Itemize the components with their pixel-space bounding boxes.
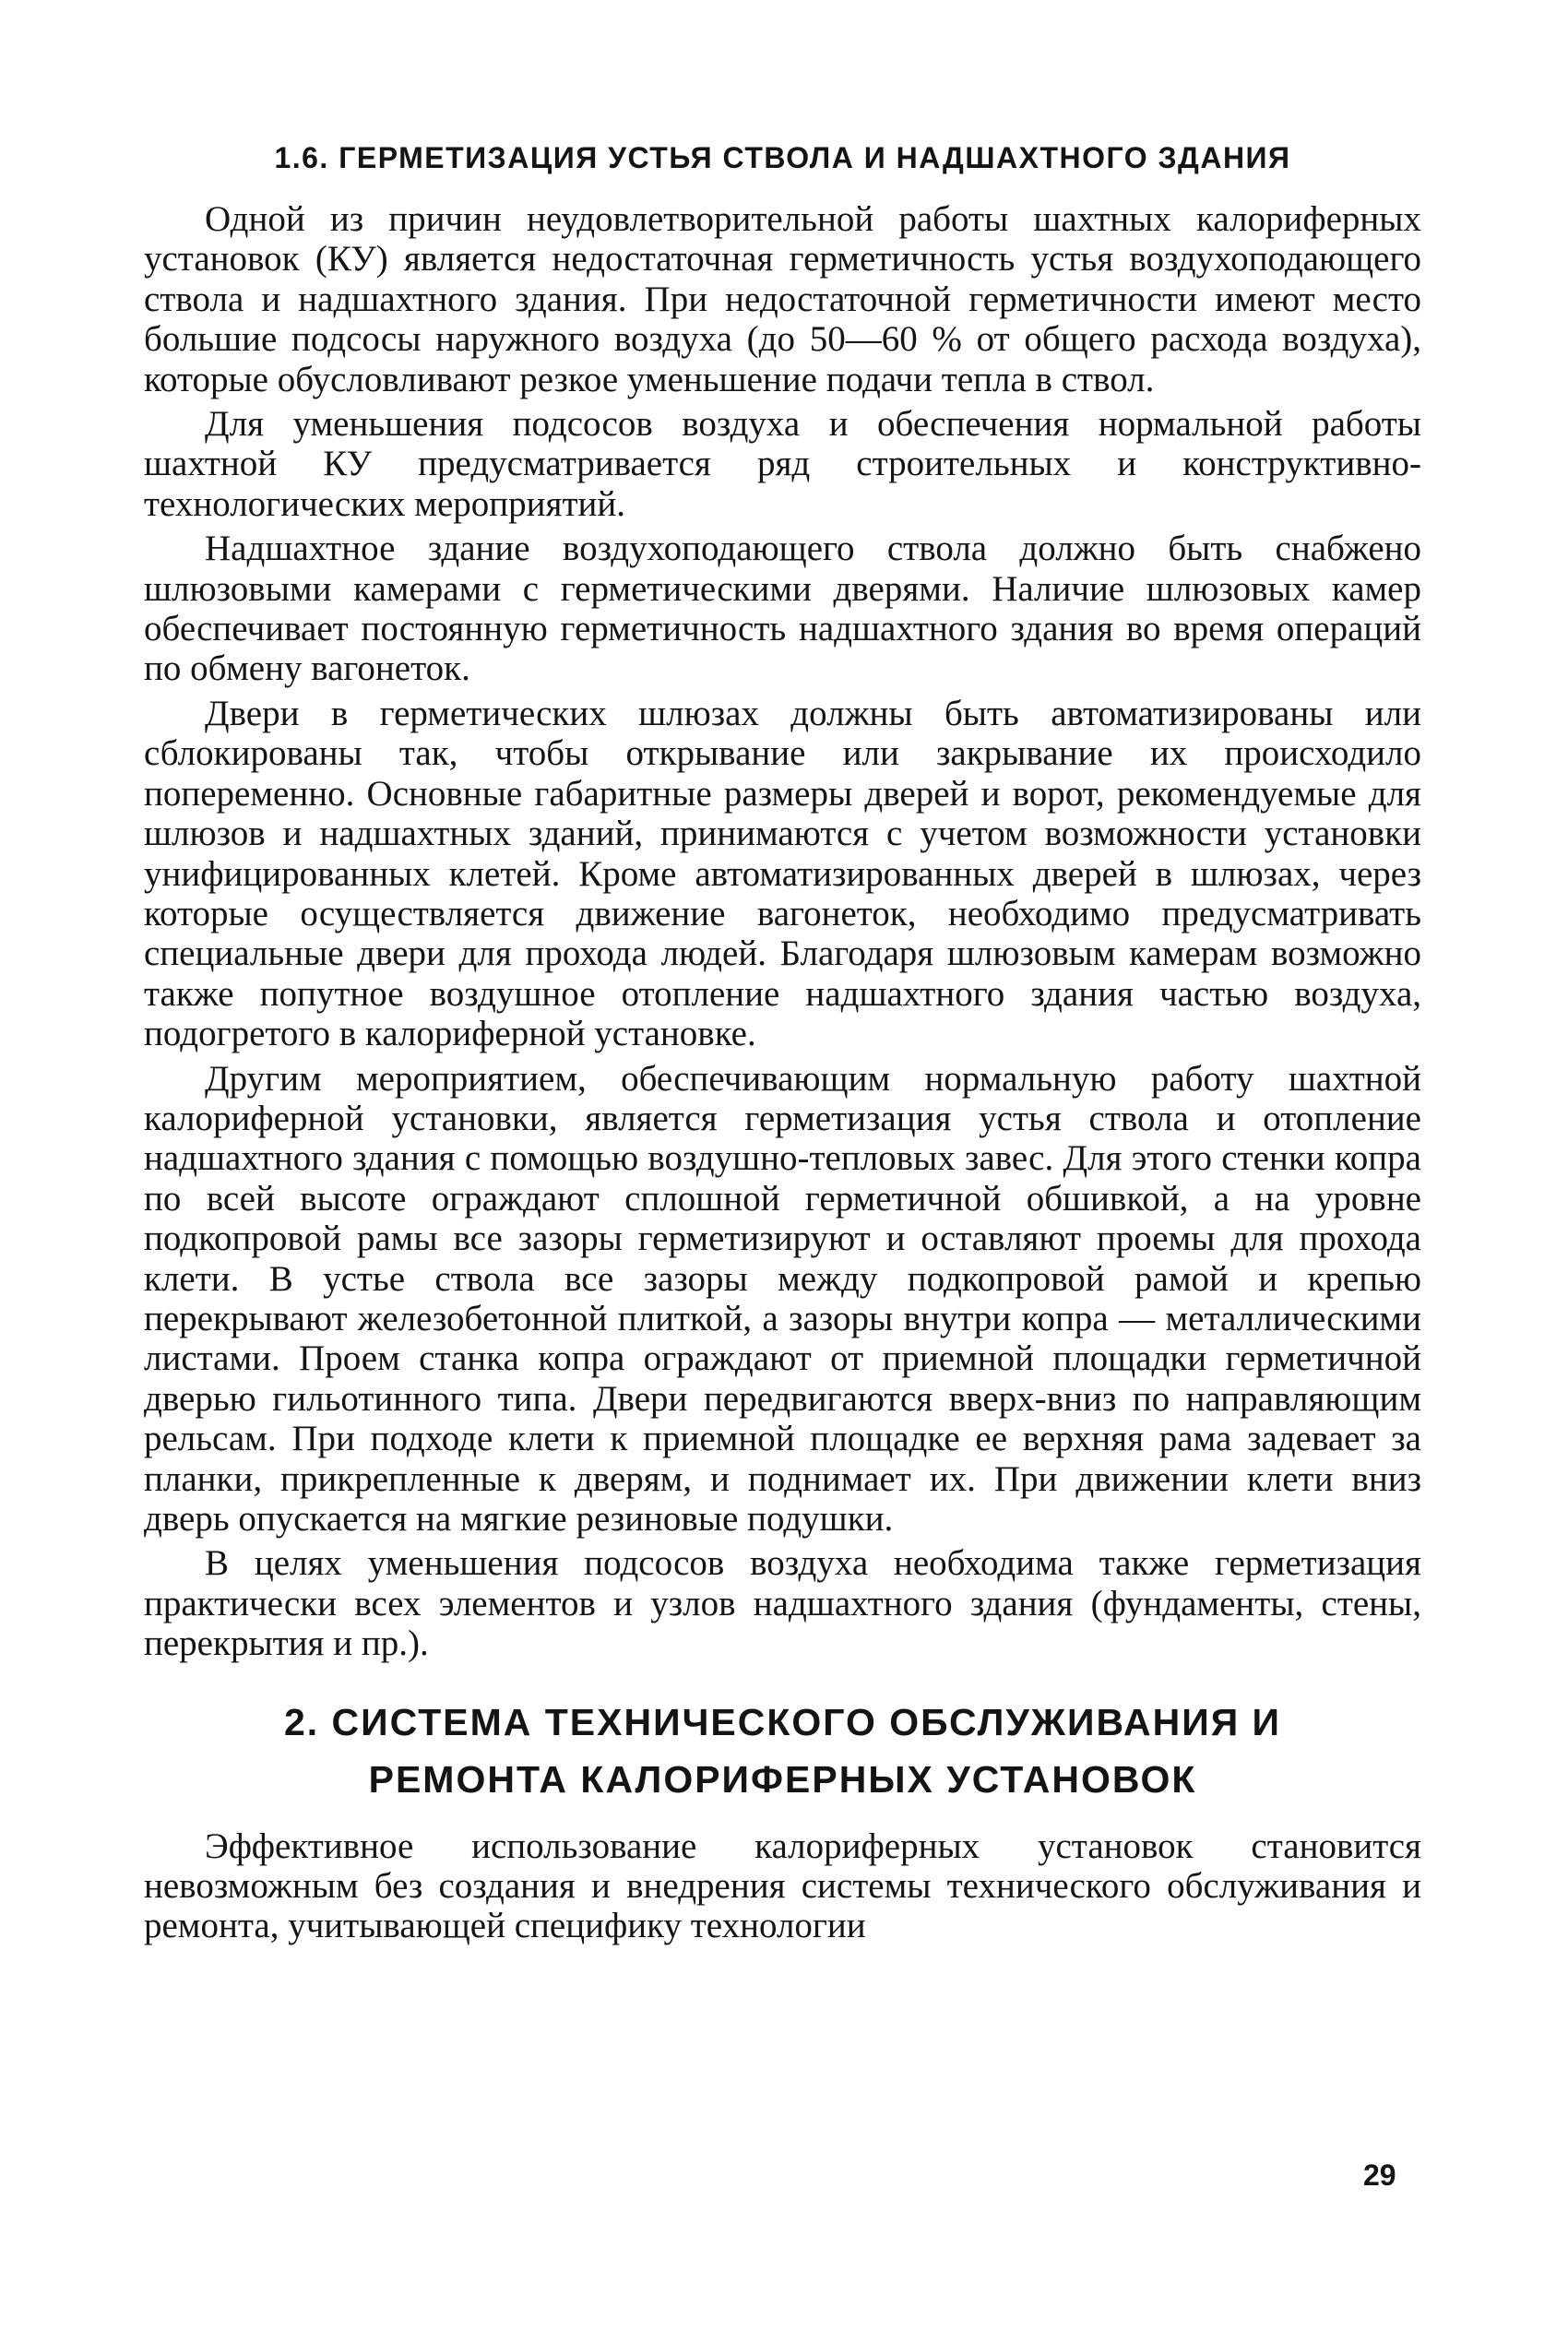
page-content	[144, 137, 1421, 1951]
paragraph-6: В целях уменьшения подсосов воздуха необходима также герметизация практически всех элементов и узлов надшахтного здания (фундаменты, стены, перекрытия и пр.).	[144, 1543, 1421, 1664]
chapter-title-line-1: 2. СИСТЕМА ТЕХНИЧЕСКОГО ОБСЛУЖИВАНИЯ И	[283, 1700, 1282, 1743]
chapter-paragraph: Эффективное использование калориферных установок становится невозможным без создания и внедрения системы технического обслуживания и ремонта, учитывающей специфику технологии	[144, 1826, 1421, 1946]
page-number: 29	[1363, 2159, 1396, 2192]
paragraph-1: Одной из причин неудовлетворительной работы шахтных калориферных установок (КУ) является недостаточная герметичность устья воздухоподающего ствола и надшахтного здания. При недостаточной герметичности имеют место большие подсосы наружного воздуха (до 50—60 % от общего расхода воздуха), которые обусловливают резкое уменьшение подачи тепла в ствол.	[144, 199, 1421, 399]
paragraph-3: Надшахтное здание воздухоподающего ствола должно быть снабжено шлюзовыми камерами с герметическими дверями. Наличие шлюзовых камер обеспечивает постоянную герметичность надшахтного здания во время операций по обмену вагонеток.	[144, 529, 1421, 689]
chapter-title	[144, 1694, 1421, 1808]
paragraph-2: Для уменьшения подсосов воздуха и обеспечения нормальной работы шахтной КУ предусматривается ряд строительных и конструктивно-технологических мероприятий.	[144, 404, 1421, 524]
paragraph-4: Двери в герметических шлюзах должны быть автоматизированы или сблокированы так, чтобы открывание или закрывание их происходило попеременно. Основные габаритные размеры дверей и ворот, рекомендуемые для шлюзов и надшахтных зданий, принимаются с учетом возможности установки унифицированных клетей. Кроме автоматизированных дверей в шлюзах, через которые осуществляется движение вагонеток, необходимо предусматривать специальные двери для прохода людей. Благодаря шлюзовым камерам возможно также попутное воздушное отопление надшахтного здания частью воздуха, подогретого в калориферной установке.	[144, 693, 1421, 1054]
chapter-title-line-2: РЕМОНТА КАЛОРИФЕРНЫХ УСТАНОВОК	[368, 1757, 1197, 1801]
section-title: 1.6. ГЕРМЕТИЗАЦИЯ УСТЬЯ СТВОЛА И НАДШАХТНОГО ЗДАНИЯ	[274, 141, 1291, 174]
paragraph-5: Другим мероприятием, обеспечивающим нормальную работу шахтной калориферной установки, является герметизация устья ствола и отопление надшахтного здания с помощью воздушно-тепловых завес. Для этого стенки копра по всей высоте ограждают сплошной герметичной обшивкой, а на уровне подкопровой рамы все зазоры герметизируют и оставляют проемы для прохода клети. В устье ствола все зазоры между подкопровой рамой и крепью перекрывают железобетонной плиткой, а зазоры внутри копра — металлическими листами. Проем станка копра ограждают от приемной площадки герметичной дверью гильотинного типа. Двери передвигаются вверх-вниз по направляющим рельсам. При подходе клети к приемной площадке ее верхняя рама задевает за планки, прикрепленные к дверям, и поднимает их. При движении клети вниз дверь опускается на мягкие резиновые подушки.	[144, 1058, 1421, 1539]
